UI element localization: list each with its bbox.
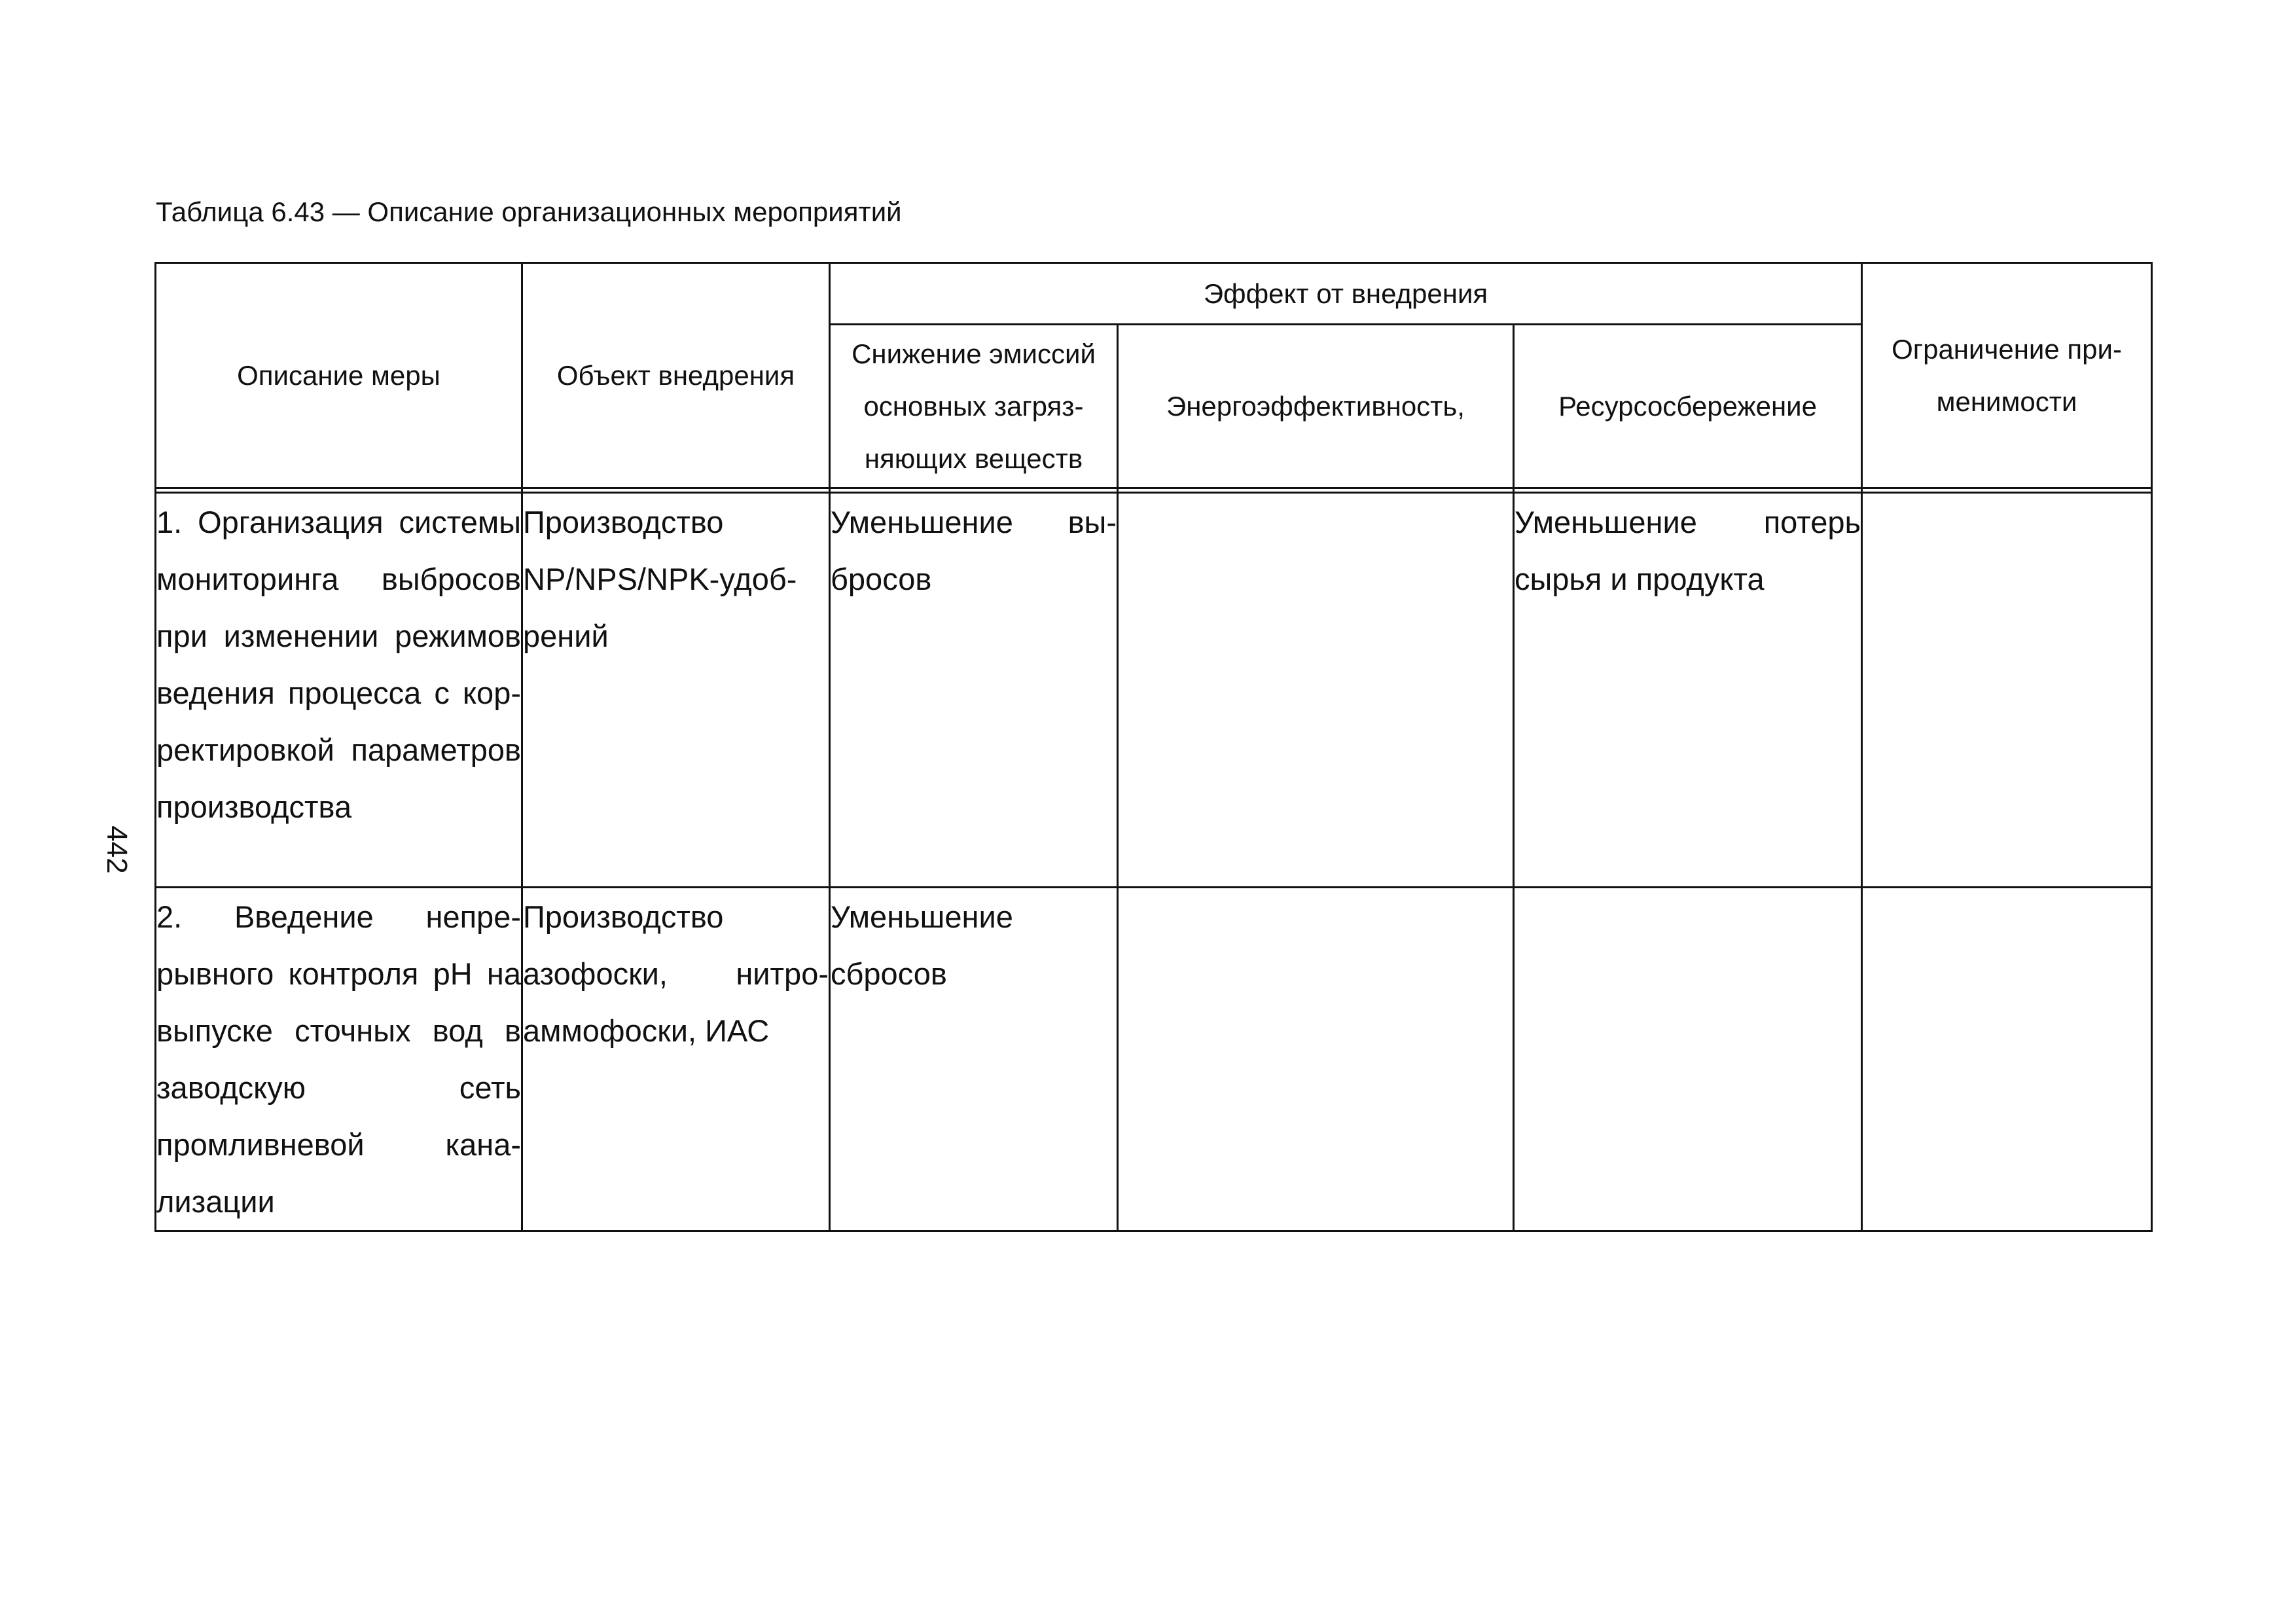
cell-energy <box>1118 888 1514 1231</box>
cell-emissions: Уменьшение выбросов <box>830 493 1118 888</box>
cell-object: Производство азофоски, нитроаммофоски, ИАС <box>522 888 830 1231</box>
header-row-top <box>156 263 2152 325</box>
header-energy: Энергоэффективность, <box>1118 325 1514 488</box>
header-object: Объект внедрения <box>522 263 830 488</box>
page-number: 442 <box>101 825 133 874</box>
cell-description: 2. Введение непрерывного контроля pH на выпуске сточных вод в заводскую сеть промливневой канализации <box>156 888 522 1231</box>
cell-emissions: Уменьшение сбросов <box>830 888 1118 1231</box>
cell-limitation <box>1862 493 2152 888</box>
cell-resources: Уменьшение потерь сырья и продукта <box>1514 493 1862 888</box>
measures-table <box>154 262 2153 1232</box>
header-resources: Ресурсосбережение <box>1514 325 1862 488</box>
header-description: Описание меры <box>156 263 522 488</box>
header-separator <box>156 488 2152 493</box>
header-limitation: Ограничение применимости <box>1862 263 2152 488</box>
cell-limitation <box>1862 888 2152 1231</box>
table-row <box>156 493 2152 888</box>
cell-resources <box>1514 888 1862 1231</box>
cell-energy <box>1118 493 1514 888</box>
cell-description: 1. Организация системы мониторинга выбросов при изменении режимов ведения процесса с корректировкой параметров производства <box>156 493 522 888</box>
header-effect-group: Эффект от внедрения <box>830 263 1862 325</box>
header-emissions: Снижение эмиссий основных загрязняющих веществ <box>830 325 1118 488</box>
cell-object: Производство NP/NPS/NPK-удобрений <box>522 493 830 888</box>
table-caption: Таблица 6.43 — Описание организационных мероприятий <box>156 196 902 227</box>
table-row <box>156 888 2152 1231</box>
